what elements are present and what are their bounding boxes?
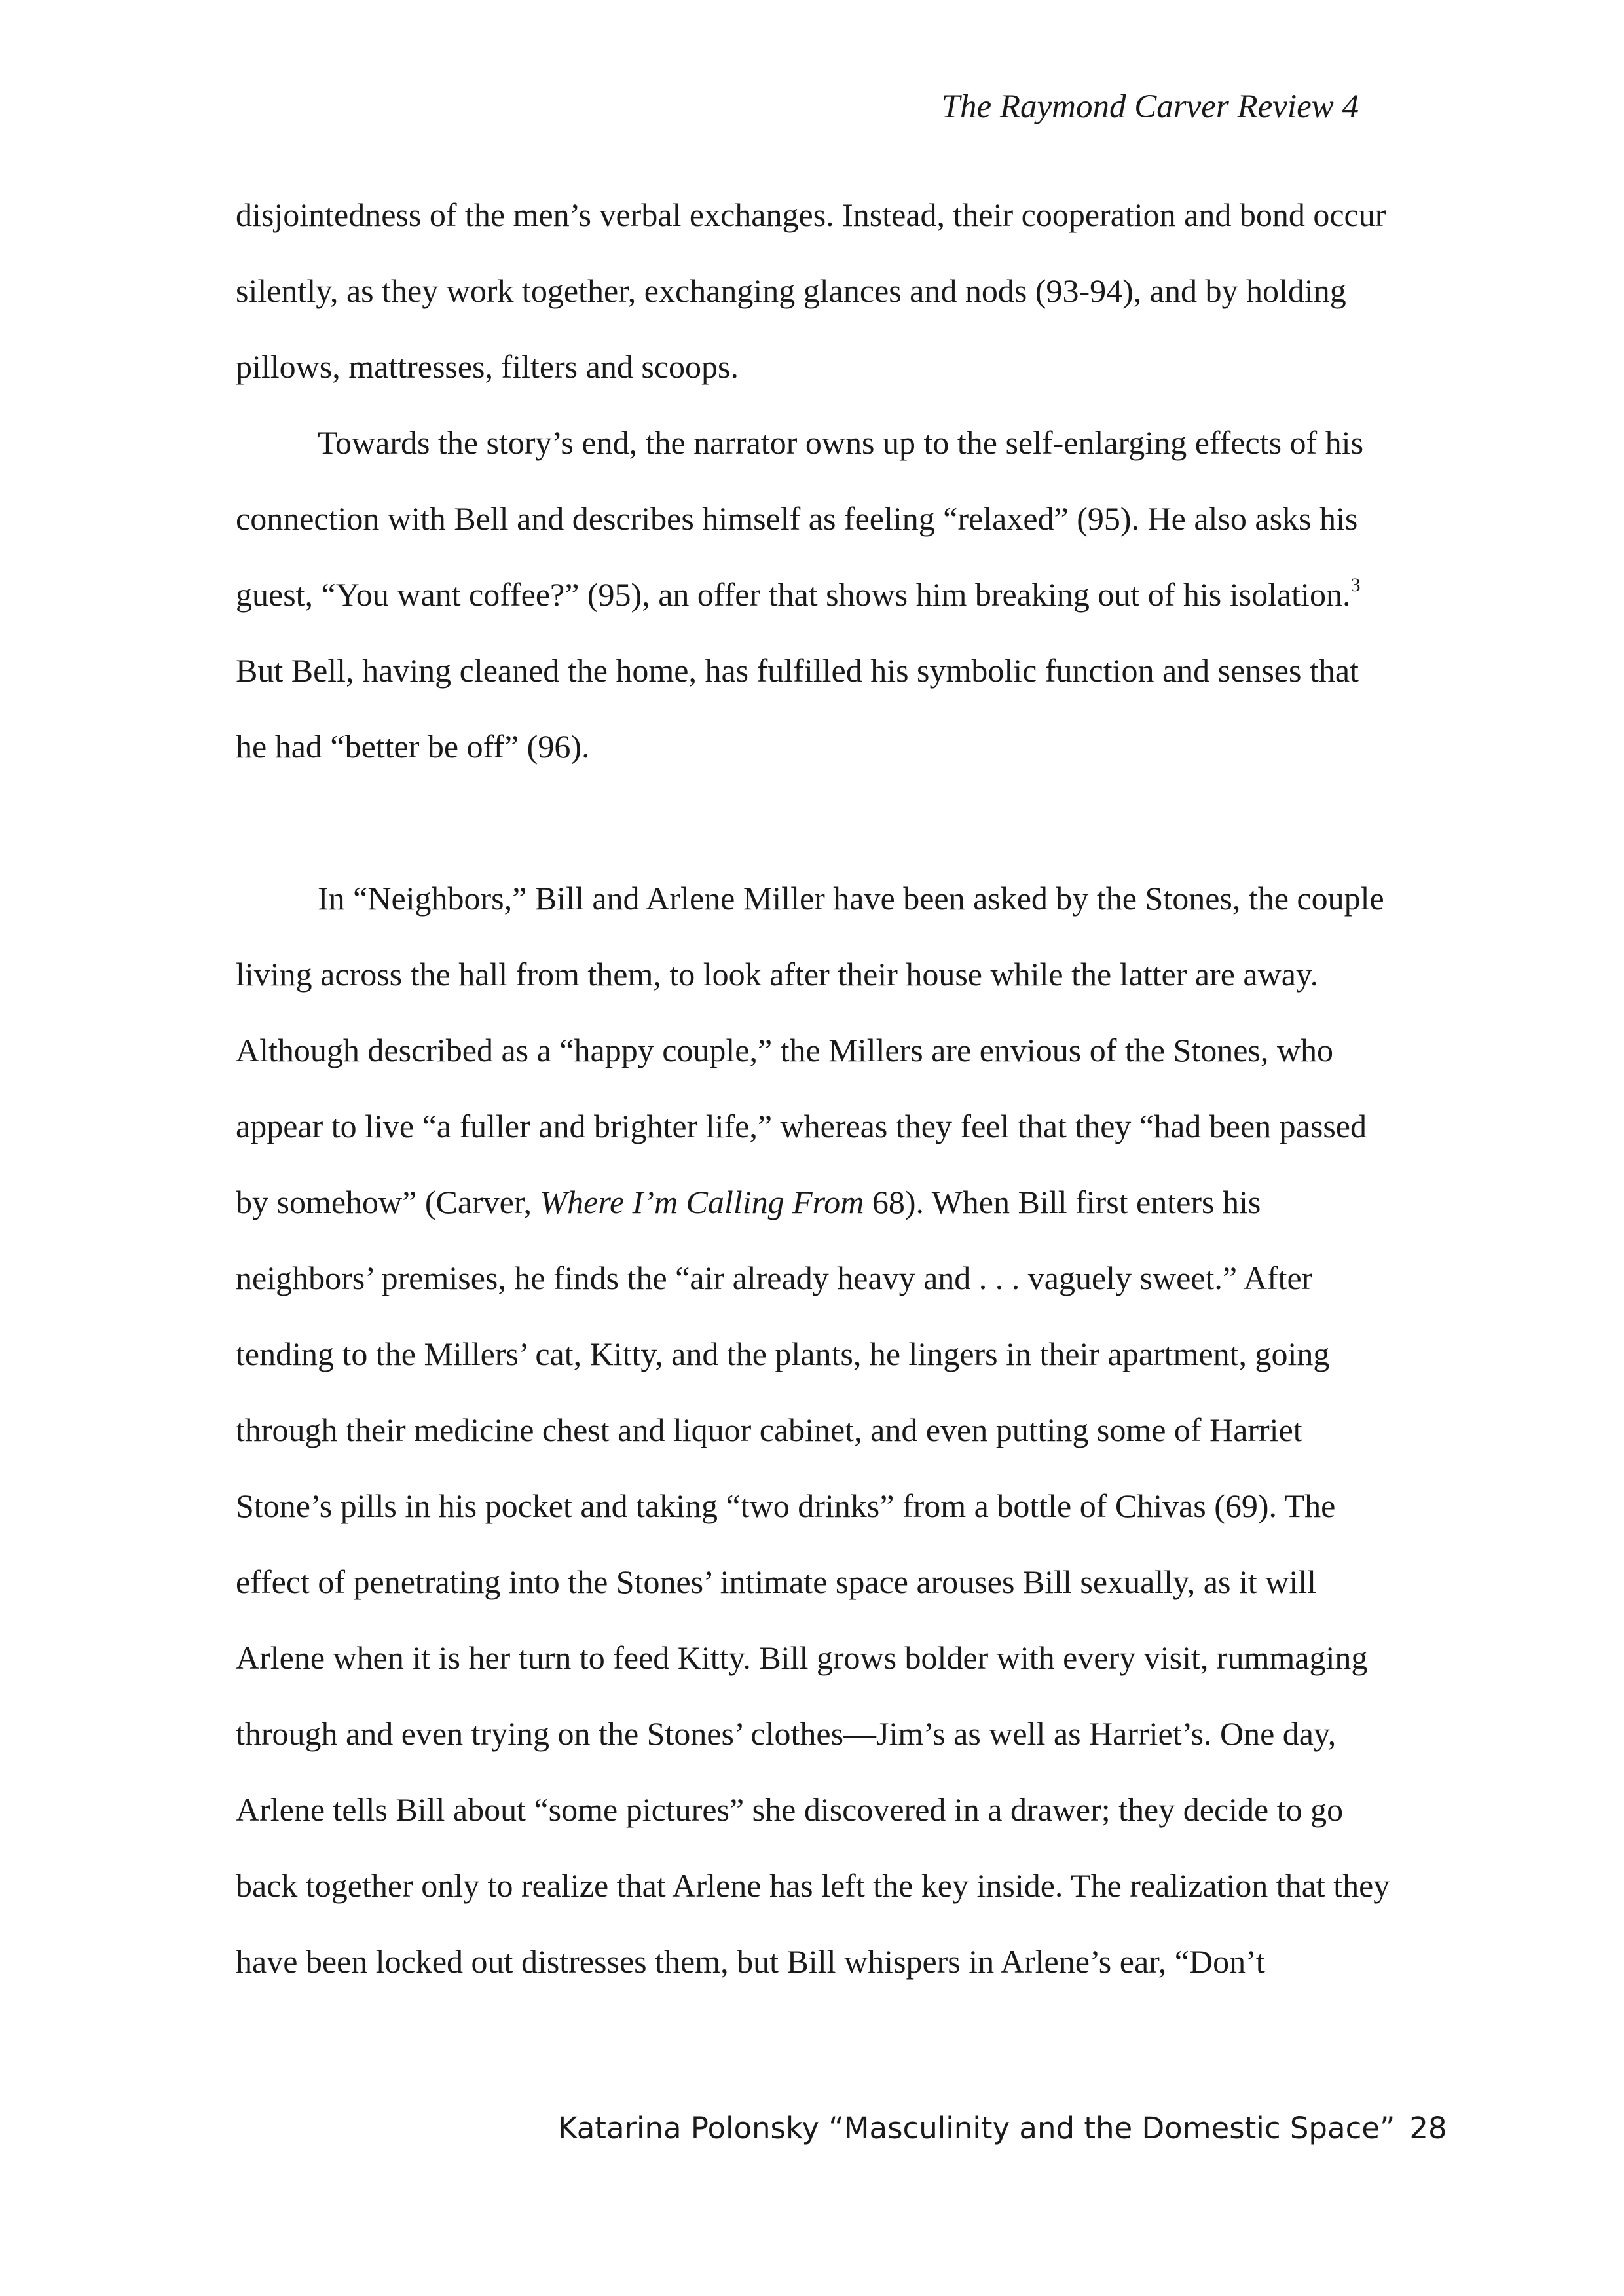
text-line: connection with Bell and describes himself as feeling “relaxed” (95). He also asks his [236,500,1358,537]
text-line: But Bell, having cleaned the home, has fulfilled his symbolic function and senses that [236,652,1359,689]
page-number: 28 [1409,2111,1447,2145]
text-line: pillows, mattresses, filters and scoops. [236,348,739,385]
text-line: Although described as a “happy couple,” the Millers are envious of the Stones, who [236,1032,1333,1068]
text-line: through their medicine chest and liquor cabinet, and even putting some of Harriet [236,1412,1302,1448]
text-line: neighbors’ premises, he finds the “air already heavy and . . . vaguely sweet.” After [236,1260,1313,1296]
footnote-marker: 3 [1350,574,1361,596]
text-line: tending to the Millers’ cat, Kitty, and the plants, he lingers in their apartment, going [236,1336,1330,1372]
text-line: Arlene when it is her turn to feed Kitty. Bill grows bolder with every visit, rummaging [236,1639,1368,1676]
text-line-content: guest, “You want coffee?” (95), an offer that shows him breaking out of his isolation. [236,576,1351,613]
text-line: have been locked out distresses them, but Bill whispers in Arlene’s ear, “Don’t [236,1943,1265,1980]
text-line: Arlene tells Bill about “some pictures” she discovered in a drawer; they decide to go [236,1791,1344,1828]
text-line: Towards the story’s end, the narrator owns up to the self-enlarging effects of his [318,424,1364,461]
text-line: effect of penetrating into the Stones’ intimate space arouses Bill sexually, as it will [236,1563,1317,1600]
text-line: appear to live “a fuller and brighter life,” whereas they feel that they “had been passed [236,1108,1367,1144]
text-line-content: by somehow” (Carver, [236,1184,540,1220]
text-line: through and even trying on the Stones’ clothes—Jim’s as well as Harriet’s. One day, [236,1715,1337,1752]
text-line: In “Neighbors,” Bill and Arlene Miller have been asked by the Stones, the couple [318,880,1384,917]
text-line: silently, as they work together, exchanging glances and nods (93-94), and by holding [236,272,1346,309]
text-line-content: 68). When Bill first enters his [864,1184,1261,1220]
text-line [236,574,1361,613]
page-footer [558,2113,1447,2143]
text-line: Stone’s pills in his pocket and taking “two drinks” from a bottle of Chivas (69). The [236,1487,1336,1524]
text-line: disjointedness of the men’s verbal exchanges. Instead, their cooperation and bond occur [236,196,1386,233]
text-line: he had “better be off” (96). [236,728,590,765]
text-line: back together only to realize that Arlene has left the key inside. The realization that they [236,1867,1390,1904]
text-line: living across the hall from them, to look after their house while the latter are away. [236,956,1319,993]
text-line [236,1186,1261,1218]
running-head: The Raymond Carver Review 4 [941,88,1359,125]
citation-title: Where I’m Calling From [540,1184,864,1220]
footer-text: Katarina Polonsky “Masculinity and the Domestic Space” [558,2111,1395,2145]
